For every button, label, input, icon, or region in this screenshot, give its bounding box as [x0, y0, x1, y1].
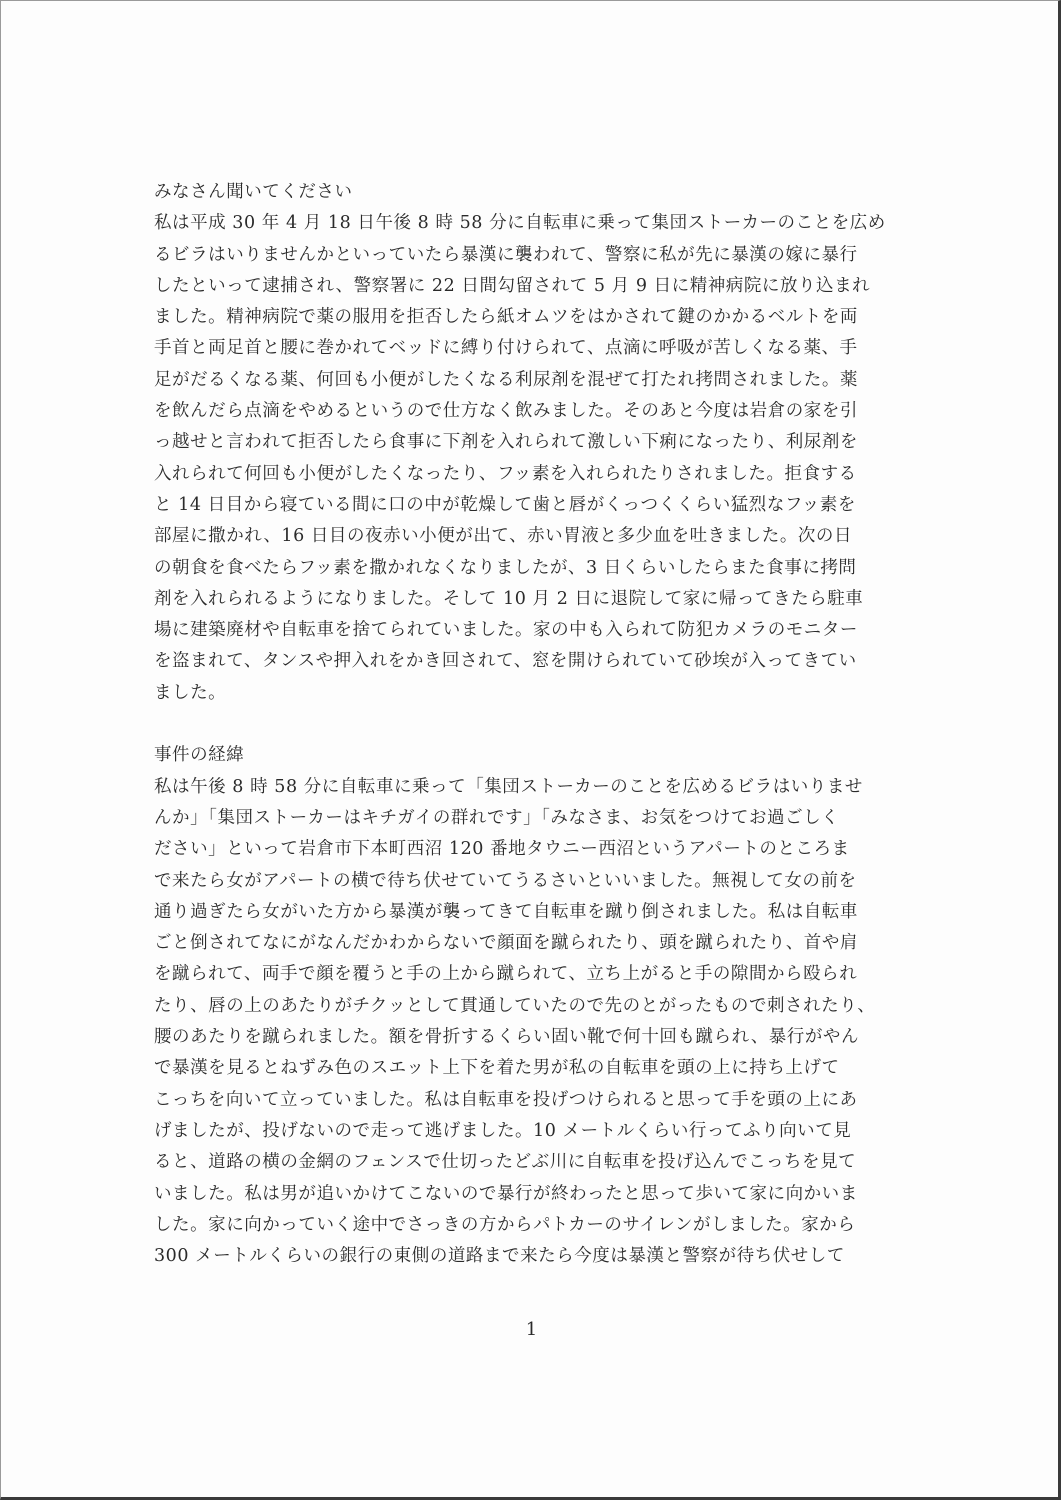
text-line: っ越せと言われて拒否したら食事に下剤を入れられて激しい下痢になったり、利尿剤を — [154, 432, 858, 453]
text-line: を蹴られて、両手で顔を覆うと手の上から蹴られて、立ち上がると手の隙間から殴られ — [154, 964, 858, 985]
paragraph-gap — [154, 709, 924, 740]
text-line: こっちを向いて立っていました。私は自転車を投げつけられると思って手を頭の上にあ — [154, 1089, 858, 1110]
document-body — [154, 177, 924, 1272]
text-line: 剤を入れられるようになりました。そして 10 月 2 日に退院して家に帰ってきたら駐車 — [154, 588, 864, 609]
text-line: 300 メートルくらいの銀行の東側の道路まで来たら今度は暴漢と警察が待ち伏せして — [154, 1246, 845, 1267]
text-line: と 14 日目から寝ている間に口の中が乾燥して歯と唇がくっつくくらい猛烈なフッ素を — [154, 494, 856, 515]
text-line: を盗まれて、タンスや押入れをかき回されて、窓を開けられていて砂埃が入ってきてい — [154, 651, 857, 672]
page-number: 1 — [525, 1319, 538, 1340]
text-line: るビラはいりませんかといっていたら暴漢に襲われて、警察に私が先に暴漢の嫁に暴行 — [154, 244, 858, 265]
text-line: いました。私は男が追いかけてこないので暴行が終わったと思って歩いて家に向かいま — [154, 1183, 858, 1204]
text-line: 私は午後 8 時 58 分に自転車に乗って「集団ストーカーのことを広めるビラはいりませ — [154, 776, 863, 797]
intro-paragraph — [154, 208, 924, 709]
text-line: の朝食を食べたらフッ素を撒かれなくなりましたが、3 日くらいしたらまた食事に拷問 — [154, 557, 857, 578]
text-line: 部屋に撒かれ、16 日目の夜赤い小便が出て、赤い胃液と多少血を吐きました。次の日 — [154, 526, 853, 547]
text-line: 腰のあたりを蹴られました。額を骨折するくらい固い靴で何十回も蹴られ、暴行がやん — [154, 1027, 859, 1048]
text-line: 足がだるくなる薬、何回も小便がしたくなる利尿剤を混ぜて打たれ拷問されました。薬 — [154, 369, 858, 390]
text-line: ださい」といって岩倉市下本町西沼 120 番地タウニー西沼というアパートのところま — [154, 839, 850, 860]
text-line: たり、唇の上のあたりがチクッとして貫通していたので先のとがったもので刺されたり、 — [154, 995, 876, 1016]
text-line: 場に建築廃材や自転車を捨てられていました。家の中も入られて防犯カメラのモニター — [154, 620, 858, 641]
text-line: を飲んだら点滴をやめるというので仕方なく飲みました。そのあと今度は岩倉の家を引 — [154, 401, 858, 422]
text-line: ました。 — [154, 682, 227, 703]
section-heading-incident: 事件の経緯 — [154, 745, 245, 766]
text-line: ごと倒されてなにがなんだかわからないで顔面を蹴られたり、頭を蹴られたり、首や肩 — [154, 933, 858, 954]
text-line: した。家に向かっていく途中でさっきの方からパトカーのサイレンがしました。家から — [154, 1214, 856, 1235]
text-line: んか」「集団ストーカーはキチガイの群れです」「みなさま、お気をつけてお過ごしく — [154, 807, 840, 828]
text-line: 手首と両足首と腰に巻かれてベッドに縛り付けられて、点滴に呼吸が苦しくなる薬、手 — [154, 338, 858, 359]
text-line: で暴漢を見るとねずみ色のスエット上下を着た男が私の自転車を頭の上に持ち上げて — [154, 1058, 840, 1079]
text-line: ると、道路の横の金網のフェンスで仕切ったどぶ川に自転車を投げ込んでこっちを見て — [154, 1152, 857, 1173]
text-line: げましたが、投げないので走って逃げました。10 メートルくらい行ってふり向いて見 — [154, 1120, 852, 1141]
incident-paragraph — [154, 772, 924, 1273]
text-line: したといって逮捕され、警察署に 22 日間勾留されて 5 月 9 日に精神病院に放り込まれ — [154, 275, 871, 296]
text-line: 入れられて何回も小便がしたくなったり、フッ素を入れられたりされました。拒食する — [154, 463, 857, 484]
text-line: 通り過ぎたら女がいた方から暴漢が襲ってきて自転車を蹴り倒されました。私は自転車 — [154, 901, 858, 922]
text-line: ました。精神病院で薬の服用を拒否したら紙オムツをはかされて鍵のかかるベルトを両 — [154, 307, 858, 328]
text-line: 私は平成 30 年 4 月 18 日午後 8 時 58 分に自転車に乗って集団ストーカーのことを広め — [154, 213, 886, 234]
text-line: で来たら女がアパートの横で待ち伏せていてうるさいといいました。無視して女の前を — [154, 870, 857, 891]
section-heading-intro: みなさん聞いてください — [154, 182, 353, 202]
